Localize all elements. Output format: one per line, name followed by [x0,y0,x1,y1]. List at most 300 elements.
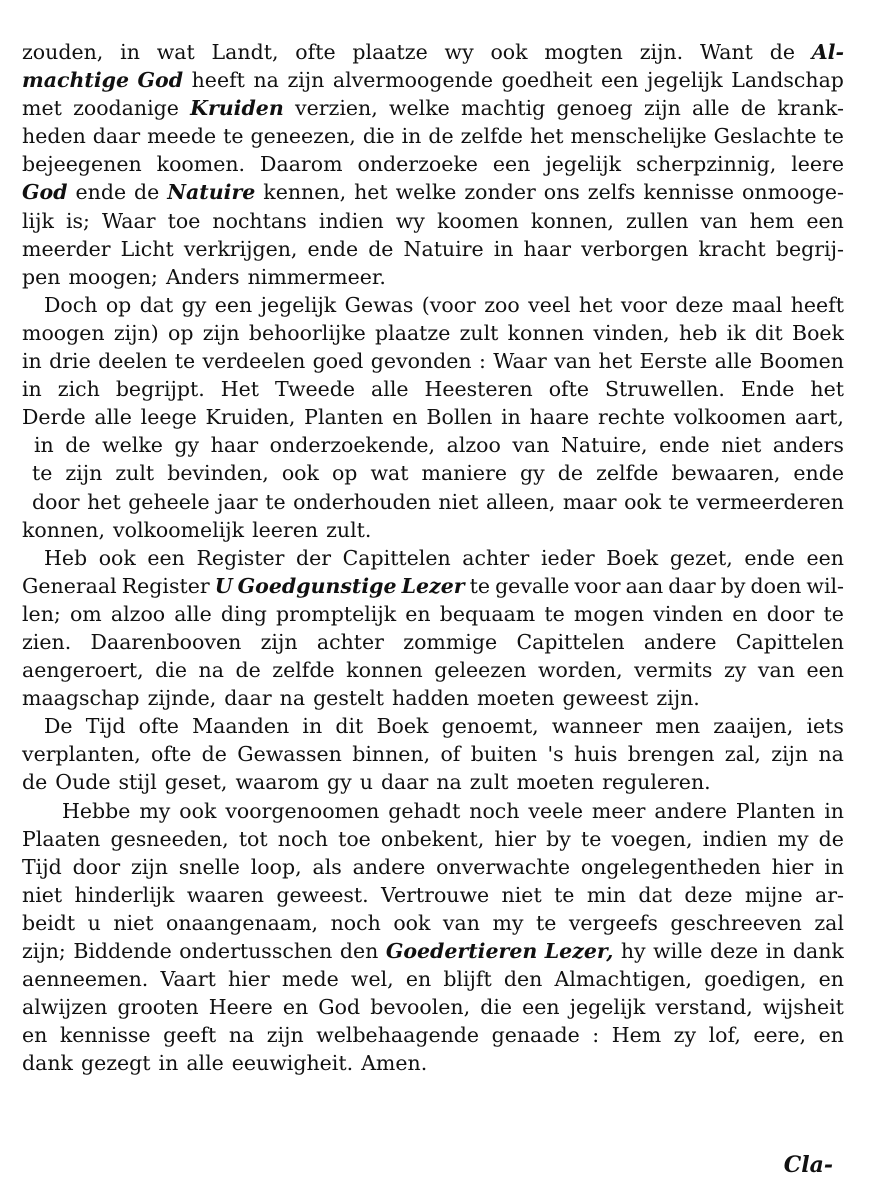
word: maagschap [22,686,140,711]
paragraph [22,291,844,544]
word: moogen [22,320,105,345]
word: leege [140,405,197,430]
word: ook [179,798,217,823]
word: alle [371,377,409,402]
text-line [22,178,844,206]
word: voorgenoomen [225,798,380,823]
word: Vertrouwe [381,882,490,907]
word: ofte [151,742,192,767]
text-line [22,993,844,1021]
text-line [22,94,844,122]
word: voegen, [611,826,693,851]
word: en [405,967,432,992]
word: gesneeden, [110,826,229,851]
word: Landt, [211,40,279,64]
word: jegelijk [260,292,337,317]
text-line [22,656,844,684]
word: hier [494,826,537,851]
word: Waar [102,208,156,233]
word: te [469,573,490,598]
word: zaaijen, [713,714,794,739]
text-line [22,965,844,993]
word: na [198,658,224,683]
word: geeft [163,1023,217,1048]
word: Lezer, [544,939,614,963]
word: het [578,292,613,317]
word: Generaal [22,573,117,598]
word: na [279,686,306,711]
text-line [22,768,844,796]
word: na [436,770,462,795]
word: loop, [250,854,302,879]
word: haar [523,236,571,261]
word: gevonden [370,349,472,374]
word: bejeegenen [22,152,142,177]
word: deelen [98,349,168,374]
word: toe [338,826,371,851]
word: in [22,377,42,402]
word: deze [709,939,759,963]
word: mogen [573,601,645,626]
word: een [522,995,560,1020]
word: scherpzinnig, [636,152,777,177]
word: het [598,349,633,374]
word: en [282,995,309,1020]
word: wel, [350,967,394,992]
word: Bollen [426,405,493,430]
word: by [546,826,571,851]
word: leeren [252,517,319,542]
word: genaade [491,1023,580,1048]
text-line [22,235,844,263]
word: mede [281,967,339,992]
word: indien [702,826,768,851]
word: geleezen [434,658,527,683]
word: konnen [346,658,423,683]
word: bevoolen, [370,995,471,1020]
word: daar [92,124,141,149]
text-line [22,712,844,740]
word: om [69,601,102,626]
word: Gewassen [237,742,342,767]
word: niet [22,882,63,907]
word: de [368,236,394,261]
word: Landschap [731,68,844,93]
word: Boek [376,714,429,739]
word: my [777,826,809,851]
word: gezegt [80,1051,151,1076]
word: in [34,433,54,458]
word: heb [678,320,718,345]
word: ook [281,461,319,486]
word: zelfs [587,180,636,205]
word: gestelt [313,686,385,711]
word: volkoomelijk [113,517,245,542]
text-line [22,572,844,600]
word: heeft [790,292,844,317]
word: zijn [131,854,168,879]
word: na [253,68,279,93]
word: Heb [44,545,88,570]
word: een [806,545,844,570]
word: worden, [537,658,623,683]
word: moogen; [68,264,158,289]
word: koomen [436,208,519,233]
word: die [480,995,513,1020]
word: te [265,489,286,514]
word: in [158,1051,179,1076]
word: zelfde [272,658,335,683]
word: my [139,798,171,823]
word: hier [771,854,814,879]
word: maniere [421,461,507,486]
word: ons [543,180,580,205]
word: zoo [484,292,520,317]
word: op [167,320,194,345]
word: koomen. [156,152,246,177]
word: haar [210,433,259,458]
word: Natuire, [560,433,648,458]
word: verplanten, [22,742,141,767]
word: waaren [186,882,264,907]
word: Register [121,573,210,598]
word: gy [327,770,352,795]
word: voor [574,573,621,598]
word: onderzoekende, [269,433,436,458]
word: en [732,601,758,626]
word: wat [156,40,195,64]
word: : [592,1023,600,1048]
word: zijn [287,68,325,93]
text-line [22,825,844,853]
word: Boomen [759,349,844,374]
word: plaatze [352,40,428,64]
word: mogten [544,40,623,64]
word: jegelijk [569,995,646,1020]
word: en [22,1023,48,1048]
word: konnen, [530,208,614,233]
word: waarom [235,770,320,795]
word: ar- [814,882,844,907]
body-text [22,38,844,1077]
word: na [228,1023,255,1048]
word: niet [113,910,154,935]
word: gy [181,292,207,317]
word: wat [370,461,409,486]
word: indien [318,208,384,233]
word: ik [726,320,746,345]
word: van [554,349,592,374]
word: achter [462,545,530,570]
word: kennen, [263,180,347,205]
word: vermits [634,658,713,683]
word: dit [754,320,783,345]
word: lof, [708,1023,741,1048]
word: te [580,826,602,851]
word: u [359,770,373,795]
word: konnen, [22,517,106,542]
word: zoodanige [73,96,179,121]
word: alleen, [486,489,556,514]
word: binnen, [352,742,431,767]
word: in [302,714,323,739]
word: nimmermeer. [247,264,386,289]
word: beidt [22,910,76,935]
word: u [87,910,101,935]
text-line [22,600,844,628]
word: de [65,433,91,458]
word: leere [791,152,844,177]
word: Tijd [22,854,62,879]
word: vinden, [593,320,670,345]
word: meer [591,798,646,823]
word: meerder [22,236,111,261]
word: der [295,545,332,570]
word: zijn [202,320,240,345]
word: veel [528,292,571,317]
word: andere [352,854,426,879]
word: Doch [44,292,98,317]
word: God [22,180,68,205]
word: op [331,461,358,486]
word: len; [22,601,61,626]
word: in [401,124,422,149]
word: de [134,180,160,205]
word: goed [312,349,364,374]
word: voor [620,292,667,317]
word: zullen [625,208,689,233]
word: (voor [421,292,476,317]
word: noch [277,826,328,851]
paragraph [22,38,844,291]
word: onverwachte [436,854,570,879]
word: kennisse [643,180,735,205]
word: krank- [777,96,844,121]
word: alle [174,601,212,626]
word: nochtans [212,208,307,233]
word: doen [750,573,802,598]
word: wanneer [551,714,643,739]
word: alvermoogende [332,68,494,93]
word: Amen. [361,1051,428,1076]
word: verstand, [655,995,753,1020]
text-line [22,516,844,544]
word: een [147,545,185,570]
word: alle [692,96,730,121]
word: ende [307,236,359,261]
word: anders [772,433,844,458]
word: deze [675,292,724,317]
word: een [601,68,639,93]
word: in [501,405,521,430]
word: gehadt [388,798,461,823]
word: achter [316,629,384,654]
text-line [22,431,844,459]
text-line [22,853,844,881]
word: zelfde [460,124,523,149]
word: iets [806,714,844,739]
word: Al- [811,40,844,64]
word: pen [22,264,61,289]
word: onbekent, [380,826,485,851]
word: zijn. [639,40,684,64]
word: Boek [792,320,844,345]
word: heeft [191,68,245,93]
word: in [493,236,514,261]
word: zult [469,770,509,795]
word: toe [167,208,201,233]
word: Eerste [639,349,708,374]
word: vergeefs [568,910,658,935]
word: zommige [403,629,498,654]
word: genoeg [556,96,633,121]
word: zy [673,1023,697,1048]
word: wille [653,939,703,963]
word: wil- [806,573,844,598]
word: wy [444,40,474,64]
word: andere [643,629,717,654]
word: zy [723,658,747,683]
word: alle [94,405,132,430]
word: maal [731,292,783,317]
word: tot [238,826,268,851]
word: U [214,573,233,598]
text-line [22,347,844,375]
word: eere, [753,1023,807,1048]
word: in [824,854,844,879]
word: reguleren. [602,770,711,795]
word: ondertusschen [179,939,333,963]
word: zonder [464,180,536,205]
word: geweest [562,686,649,711]
text-line [22,544,844,572]
word: onaangenaam, [166,910,319,935]
word: Capittelen [735,629,844,654]
word: ook [490,40,528,64]
word: veele [528,798,583,823]
word: de [235,658,261,683]
word: en [405,601,431,626]
word: een [806,208,844,233]
word: het [529,124,564,149]
word: Oude [55,770,111,795]
word: die [155,658,187,683]
word: te [32,461,53,486]
word: grooten [117,995,199,1020]
word: geheele [128,489,210,514]
word: Biddende [73,939,172,963]
text-line [22,740,844,768]
word: meede [147,124,217,149]
word: hier [228,967,270,992]
word: Natuire [403,236,484,261]
word: of [440,742,461,767]
text-line [22,1049,844,1077]
word: hem [749,208,795,233]
word: blijft [443,967,492,992]
word: moeten [516,770,595,795]
word: God [137,68,184,93]
word: daar [668,573,716,598]
word: te [223,124,244,149]
text-line [22,909,844,937]
catchword: Cla- [783,1152,833,1178]
word: jegelijk [545,152,622,177]
word: lijk [22,208,54,233]
word: Kruiden, [205,405,296,430]
word: zelfde [596,461,659,486]
word: Het [220,377,260,402]
word: goedheit [501,68,593,93]
word: goedigen, [704,967,807,992]
word: te [174,349,196,374]
word: te [535,910,557,935]
word: dit [335,714,364,739]
word: verkrijgen, [183,236,298,261]
word: kracht [698,236,766,261]
word: aan [625,573,664,598]
word: op [105,292,132,317]
word: zal [814,910,844,935]
word: Want [699,40,753,64]
word: ende [744,545,795,570]
word: Goedgunstige [237,573,397,598]
word: ook [624,489,662,514]
word: onderhouden [293,489,431,514]
word: door [32,489,80,514]
word: zijn [260,629,298,654]
word: De [44,714,73,739]
paragraph [22,544,844,713]
word: Licht [120,236,174,261]
word: dank [22,1051,73,1076]
word: zijn; [22,939,66,963]
word: na [818,742,844,767]
word: machtige [22,68,129,93]
word: plaatze [375,320,451,345]
word: Gewas [344,292,414,317]
word: Daarenbooven [90,629,242,654]
text-line [22,263,844,291]
word: bequaam [439,601,536,626]
word: zouden, [22,40,104,64]
word: Goedertieren [385,939,538,963]
word: snelle [178,854,240,879]
word: dank [792,939,844,963]
word: welbehaagende [316,1023,480,1048]
word: te [823,124,844,149]
word: Anders [165,264,240,289]
word: min [586,882,627,907]
word: Boek [606,545,659,570]
word: dat [638,882,672,907]
word: bevinden, [167,461,269,486]
word: gy [174,433,200,458]
word: mijne [744,882,803,907]
word: de [740,96,767,121]
word: in [22,349,42,374]
word: van [757,658,795,683]
word: ook [393,910,431,935]
word: genoemt, [441,714,539,739]
word: in [765,939,786,963]
word: Maanden [192,714,290,739]
word: en [392,405,418,430]
word: Tijd [85,714,126,739]
word: geweest. [276,882,369,907]
word: alle [186,1051,224,1076]
word: moeten [477,686,555,711]
